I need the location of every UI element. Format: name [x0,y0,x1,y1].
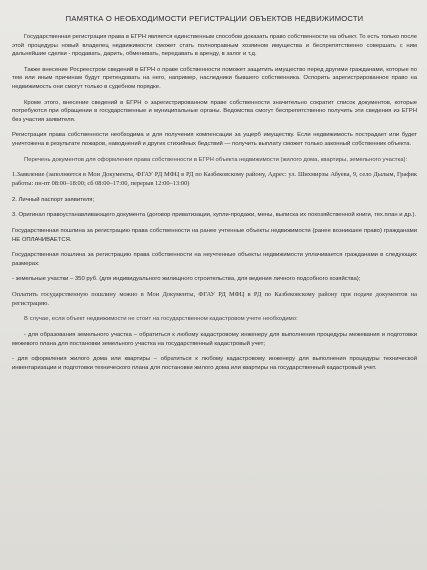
paragraph-registration-proof: Государственная регистрация права в ЕГРН является единственным способом доказать право собственности на объект. То есть только после этой процедуры новый владелец недвижимости сможет стать полноправным хозяином имущества и беспрепятственно совершать с ним дальнейшие сделки - продавать, дарить, обменивать, передавать в аренду, в залог и т.д. [12,34,417,58]
list-item-house-apartment: - для оформления жилого дома или квартиры – обратиться к любому кадастровому инженеру для выполнения процедуры технической инвентаризации и подготовки технического плана для постановки жилого дома или квартиры на государственный кадастровый учет. [12,356,417,371]
paragraph-fee-amounts-intro: Государственная пошлина за регистрацию права собственности на неучтенные объекты недвижимости уплачивается гражданами в следующих размерах: [12,252,417,267]
paragraph-fee-not-paid: Государственная пошлина за регистрацию права собственности на ранее учтенные объекты недвижимости (ранее возникшее право) гражданами НЕ ОПЛАЧИВАЕТСЯ. [12,227,417,243]
paragraph-documents-list-intro: Перечень документов для оформления права собственности в ЕГРН объекта недвижимости (жилого дома, квартиры, земельного участка): [24,156,408,163]
paragraph-compensation: Регистрация права собственности необходима и для получения компенсации за ущерб имуществу. Если недвижимость пострадает или будет уничтожена в результате пожаров, наводнений и других стихийных бедствий — получить выплату сможет только законный собственник объекта. [12,132,417,147]
list-item-original-document: 3. Оригинал правоустанавливающего документа (договор приватизации, купли-продажи, мены, выписка их похозяйственной книги, тех.план и др.). [12,212,417,219]
paragraph-not-registered-intro: В случае, если объект недвижимости не стоит на государственном кадастровом учете необходимо: [24,316,298,323]
paragraph-document-list-reduction: Кроме этого, внесение сведений в ЕГРН о зарегистрированном праве собственности значительно сократит список документов, которые потребуются при обращении в государственные и муниципальные органы. Ведомства смогут беспрепятственно получить эти сведения из ЕГРН без участия заявителя. [12,99,417,123]
list-item-land-plot: - для образования земельного участка – обратиться к любому кадастровому инженеру для выполнения процедуры межевания и подготовки межевого плана для постановки земельного участка на государственный кадастровый учет; [12,332,417,347]
list-item-application: 1.Заявление (заполняется в Мои Документы, ФГАУ РД МФЦ в РД по Казбековскому району, Адрес: ул. Шихмирзы Абуева, 9, село Дылым, График работы: пн-пт 08:00–18:00; сб 08:00–17:00, перерыв 12:00–13:00) [12,171,417,187]
list-item-passport: 2. Личный паспорт заявителя; [12,196,95,203]
paragraph-protection: Также внесение Росреестром сведений в ЕГРН о праве собственности поможет защитить имущество перед другими гражданами, которые по тем или иным причинам будут претендовать на него, например, наследники бывшего собственника. Оспорить зарегистрированное право на недвижимость они смогут только в судебном порядке. [12,66,417,90]
paragraph-fee-payment: Оплатить государственную пошлину можно в Мои Документы, ФГАУ РД МФЦ в РД по Казбековскому району при подаче документов на регистрацию. [12,290,417,307]
list-item-land-fee: - земельные участки – 350 руб. (для индивидуального жилищного строительства, для ведения личного подсобного хозяйства); [12,276,361,283]
document-title: ПАМЯТКА О НЕОБХОДИМОСТИ РЕГИСТРАЦИИ ОБЪЕКТОВ НЕДВИЖИМОСТИ [65,14,364,23]
